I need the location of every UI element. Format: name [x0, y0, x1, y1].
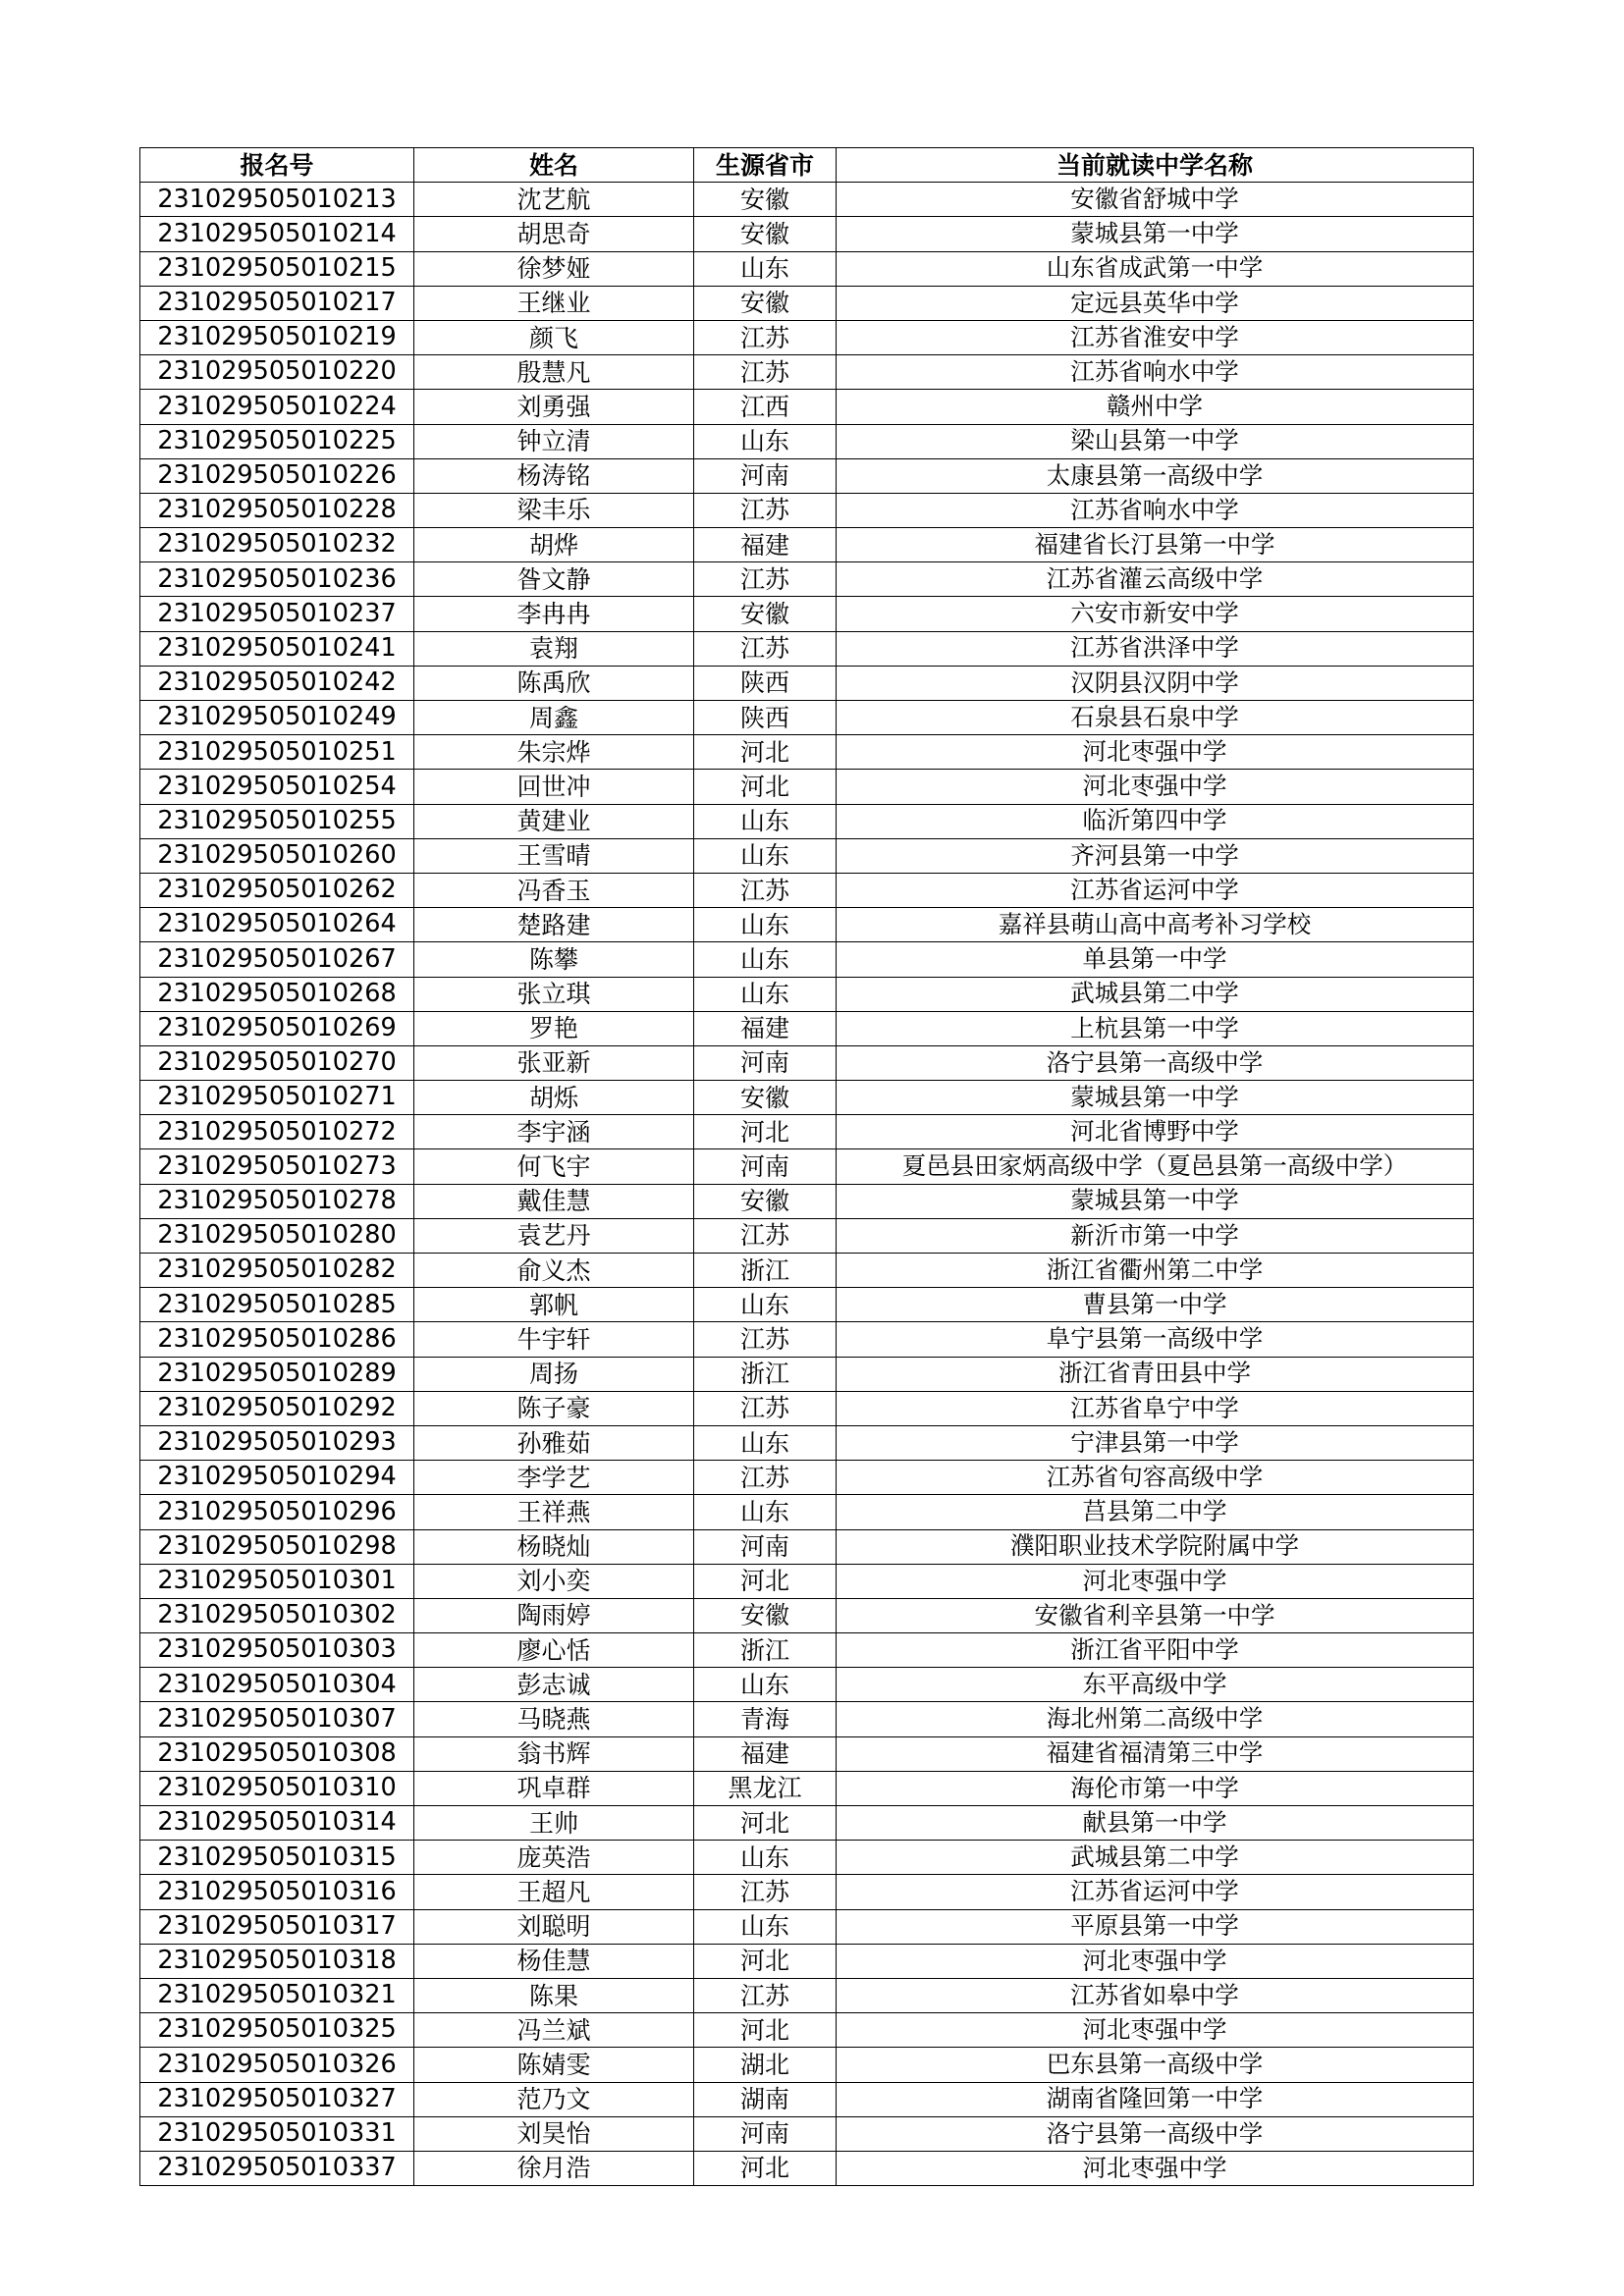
table-row	[140, 1909, 1474, 1944]
registration-number-cell: 231029505010271	[140, 1081, 414, 1115]
table-row	[140, 1425, 1474, 1460]
student-name-cell: 王雪晴	[414, 838, 694, 873]
province-cell: 山东	[694, 838, 837, 873]
province-cell: 江苏	[694, 562, 837, 597]
student-name-cell: 廖心恬	[414, 1633, 694, 1668]
province-cell: 青海	[694, 1702, 837, 1736]
student-name-cell: 陈婧雯	[414, 2048, 694, 2082]
school-name-cell: 江苏省句容高级中学	[837, 1461, 1474, 1495]
registration-number-cell: 231029505010270	[140, 1045, 414, 1080]
student-name-cell: 朱宗烨	[414, 735, 694, 770]
school-name-cell: 濮阳职业技术学院附属中学	[837, 1529, 1474, 1564]
table-row	[140, 1045, 1474, 1080]
table-row	[140, 1288, 1474, 1322]
province-cell: 福建	[694, 1011, 837, 1045]
school-name-cell: 洛宁县第一高级中学	[837, 1045, 1474, 1080]
school-name-cell: 安徽省舒城中学	[837, 183, 1474, 217]
table-row	[140, 1806, 1474, 1841]
province-cell: 安徽	[694, 597, 837, 631]
province-cell: 江苏	[694, 1218, 837, 1253]
student-name-cell: 巩卓群	[414, 1771, 694, 1805]
student-name-cell: 袁艺丹	[414, 1218, 694, 1253]
province-cell: 河南	[694, 458, 837, 493]
province-cell: 浙江	[694, 1357, 837, 1391]
province-cell: 安徽	[694, 1184, 837, 1218]
school-name-cell: 武城县第二中学	[837, 977, 1474, 1011]
school-name-cell: 浙江省平阳中学	[837, 1633, 1474, 1668]
registration-number-cell: 231029505010307	[140, 1702, 414, 1736]
student-name-cell: 胡思奇	[414, 217, 694, 251]
table-row	[140, 770, 1474, 804]
registration-number-cell: 231029505010237	[140, 597, 414, 631]
student-name-cell: 殷慧凡	[414, 355, 694, 390]
province-cell: 福建	[694, 1736, 837, 1771]
registration-number-cell: 231029505010325	[140, 2013, 414, 2048]
registration-number-cell: 231029505010298	[140, 1529, 414, 1564]
registration-number-cell: 231029505010310	[140, 1771, 414, 1805]
table-row	[140, 597, 1474, 631]
school-name-cell: 六安市新安中学	[837, 597, 1474, 631]
table-row	[140, 631, 1474, 666]
student-name-cell: 胡烨	[414, 528, 694, 562]
school-name-cell: 赣州中学	[837, 390, 1474, 424]
province-cell: 河北	[694, 735, 837, 770]
province-cell: 河北	[694, 1944, 837, 1978]
school-name-cell: 河北枣强中学	[837, 735, 1474, 770]
school-name-cell: 河北枣强中学	[837, 770, 1474, 804]
table-row	[140, 1771, 1474, 1805]
registration-number-cell: 231029505010278	[140, 1184, 414, 1218]
province-cell: 河南	[694, 2116, 837, 2151]
table-row	[140, 1011, 1474, 1045]
table-row	[140, 804, 1474, 838]
school-name-cell: 江苏省阜宁中学	[837, 1391, 1474, 1425]
student-name-cell: 徐梦娅	[414, 251, 694, 286]
school-name-cell: 蒙城县第一中学	[837, 1184, 1474, 1218]
province-cell: 福建	[694, 528, 837, 562]
student-name-cell: 刘昊怡	[414, 2116, 694, 2151]
registration-number-cell: 231029505010262	[140, 873, 414, 907]
registration-number-cell: 231029505010232	[140, 528, 414, 562]
province-cell: 陕西	[694, 701, 837, 735]
school-name-cell: 浙江省青田县中学	[837, 1357, 1474, 1391]
student-name-cell: 翁书辉	[414, 1736, 694, 1771]
student-name-cell: 陈果	[414, 1978, 694, 2012]
student-name-cell: 陈攀	[414, 942, 694, 977]
registration-number-cell: 231029505010213	[140, 183, 414, 217]
student-name-cell: 钟立清	[414, 424, 694, 458]
registration-number-cell: 231029505010292	[140, 1391, 414, 1425]
province-cell: 陕西	[694, 666, 837, 700]
registration-number-cell: 231029505010268	[140, 977, 414, 1011]
school-name-cell: 齐河县第一中学	[837, 838, 1474, 873]
table-row	[140, 977, 1474, 1011]
table-row	[140, 873, 1474, 907]
province-cell: 江苏	[694, 1322, 837, 1357]
table-row	[140, 251, 1474, 286]
table-row	[140, 1357, 1474, 1391]
table-body	[140, 183, 1474, 2186]
registration-number-cell: 231029505010293	[140, 1425, 414, 1460]
registration-number-cell: 231029505010220	[140, 355, 414, 390]
province-cell: 山东	[694, 1425, 837, 1460]
student-name-cell: 王帅	[414, 1806, 694, 1841]
table-row	[140, 1184, 1474, 1218]
province-cell: 浙江	[694, 1633, 837, 1668]
student-name-cell: 冯兰斌	[414, 2013, 694, 2048]
province-cell: 河北	[694, 1564, 837, 1598]
registration-number-cell: 231029505010228	[140, 493, 414, 527]
table-row	[140, 1736, 1474, 1771]
school-name-cell: 湖南省隆回第一中学	[837, 2082, 1474, 2116]
table-row	[140, 701, 1474, 735]
registration-number-cell: 231029505010280	[140, 1218, 414, 1253]
province-cell: 山东	[694, 977, 837, 1011]
student-name-cell: 庞英浩	[414, 1841, 694, 1875]
school-name-cell: 河北枣强中学	[837, 1564, 1474, 1598]
student-name-cell: 王超凡	[414, 1875, 694, 1909]
student-name-cell: 李学艺	[414, 1461, 694, 1495]
province-cell: 浙江	[694, 1254, 837, 1288]
school-name-cell: 江苏省响水中学	[837, 493, 1474, 527]
province-cell: 山东	[694, 1495, 837, 1529]
province-cell: 安徽	[694, 217, 837, 251]
student-name-cell: 杨涛铭	[414, 458, 694, 493]
table-row	[140, 2116, 1474, 2151]
school-name-cell: 平原县第一中学	[837, 1909, 1474, 1944]
province-cell: 河南	[694, 1529, 837, 1564]
school-name-cell: 献县第一中学	[837, 1806, 1474, 1841]
province-cell: 河北	[694, 770, 837, 804]
school-name-cell: 江苏省如皋中学	[837, 1978, 1474, 2012]
table-row	[140, 355, 1474, 390]
table-row	[140, 1875, 1474, 1909]
registration-number-cell: 231029505010217	[140, 286, 414, 320]
registration-number-cell: 231029505010331	[140, 2116, 414, 2151]
school-name-cell: 江苏省响水中学	[837, 355, 1474, 390]
registration-number-cell: 231029505010327	[140, 2082, 414, 2116]
student-name-cell: 戴佳慧	[414, 1184, 694, 1218]
province-cell: 江苏	[694, 493, 837, 527]
student-name-cell: 刘勇强	[414, 390, 694, 424]
school-name-cell: 嘉祥县萌山高中高考补习学校	[837, 908, 1474, 942]
table-row	[140, 1978, 1474, 2012]
table-row	[140, 666, 1474, 700]
student-name-cell: 陈子豪	[414, 1391, 694, 1425]
enrollment-table	[139, 147, 1474, 2186]
table-row	[140, 1322, 1474, 1357]
school-name-cell: 海伦市第一中学	[837, 1771, 1474, 1805]
student-name-cell: 马晓燕	[414, 1702, 694, 1736]
province-cell: 黑龙江	[694, 1771, 837, 1805]
province-cell: 安徽	[694, 1598, 837, 1632]
table-row	[140, 1149, 1474, 1184]
province-cell: 山东	[694, 424, 837, 458]
school-name-cell: 夏邑县田家炳高级中学（夏邑县第一高级中学）	[837, 1149, 1474, 1184]
column-header-name: 姓名	[414, 148, 694, 183]
school-name-cell: 莒县第二中学	[837, 1495, 1474, 1529]
school-name-cell: 巴东县第一高级中学	[837, 2048, 1474, 2082]
school-name-cell: 河北省博野中学	[837, 1115, 1474, 1149]
school-name-cell: 福建省福清第三中学	[837, 1736, 1474, 1771]
table-row	[140, 1702, 1474, 1736]
student-name-cell: 袁翔	[414, 631, 694, 666]
registration-number-cell: 231029505010316	[140, 1875, 414, 1909]
school-name-cell: 汉阴县汉阴中学	[837, 666, 1474, 700]
registration-number-cell: 231029505010273	[140, 1149, 414, 1184]
registration-number-cell: 231029505010308	[140, 1736, 414, 1771]
table-row	[140, 2082, 1474, 2116]
province-cell: 江苏	[694, 1391, 837, 1425]
school-name-cell: 河北枣强中学	[837, 2151, 1474, 2185]
student-name-cell: 李宇涵	[414, 1115, 694, 1149]
province-cell: 山东	[694, 251, 837, 286]
school-name-cell: 太康县第一高级中学	[837, 458, 1474, 493]
registration-number-cell: 231029505010314	[140, 1806, 414, 1841]
registration-number-cell: 231029505010303	[140, 1633, 414, 1668]
column-header-province: 生源省市	[694, 148, 837, 183]
province-cell: 山东	[694, 804, 837, 838]
student-name-cell: 孙雅茹	[414, 1425, 694, 1460]
student-name-cell: 梁丰乐	[414, 493, 694, 527]
registration-number-cell: 231029505010321	[140, 1978, 414, 2012]
table-row	[140, 1633, 1474, 1668]
table-row	[140, 1115, 1474, 1149]
student-name-cell: 沈艺航	[414, 183, 694, 217]
registration-number-cell: 231029505010214	[140, 217, 414, 251]
province-cell: 山东	[694, 1668, 837, 1702]
province-cell: 江苏	[694, 1875, 837, 1909]
table-row	[140, 562, 1474, 597]
table-row	[140, 838, 1474, 873]
table-row	[140, 217, 1474, 251]
school-name-cell: 新沂市第一中学	[837, 1218, 1474, 1253]
student-name-cell: 陈禹欣	[414, 666, 694, 700]
school-name-cell: 河北枣强中学	[837, 1944, 1474, 1978]
school-name-cell: 东平高级中学	[837, 1668, 1474, 1702]
school-name-cell: 江苏省洪泽中学	[837, 631, 1474, 666]
table-row	[140, 286, 1474, 320]
school-name-cell: 江苏省淮安中学	[837, 320, 1474, 354]
student-name-cell: 刘聪明	[414, 1909, 694, 1944]
registration-number-cell: 231029505010215	[140, 251, 414, 286]
student-name-cell: 黄建业	[414, 804, 694, 838]
student-name-cell: 徐月浩	[414, 2151, 694, 2185]
student-name-cell: 杨佳慧	[414, 1944, 694, 1978]
table-row	[140, 458, 1474, 493]
school-name-cell: 浙江省衢州第二中学	[837, 1254, 1474, 1288]
student-name-cell: 彭志诚	[414, 1668, 694, 1702]
table-row	[140, 1218, 1474, 1253]
province-cell: 江苏	[694, 1978, 837, 2012]
school-name-cell: 洛宁县第一高级中学	[837, 2116, 1474, 2151]
province-cell: 江西	[694, 390, 837, 424]
registration-number-cell: 231029505010296	[140, 1495, 414, 1529]
student-name-cell: 范乃文	[414, 2082, 694, 2116]
registration-number-cell: 231029505010294	[140, 1461, 414, 1495]
province-cell: 江苏	[694, 873, 837, 907]
school-name-cell: 上杭县第一中学	[837, 1011, 1474, 1045]
student-name-cell: 张立琪	[414, 977, 694, 1011]
registration-number-cell: 231029505010302	[140, 1598, 414, 1632]
table-row	[140, 1841, 1474, 1875]
registration-number-cell: 231029505010226	[140, 458, 414, 493]
school-name-cell: 单县第一中学	[837, 942, 1474, 977]
student-name-cell: 李冉冉	[414, 597, 694, 631]
registration-number-cell: 231029505010264	[140, 908, 414, 942]
student-name-cell: 刘小奕	[414, 1564, 694, 1598]
registration-number-cell: 231029505010267	[140, 942, 414, 977]
table-row	[140, 942, 1474, 977]
province-cell: 山东	[694, 1288, 837, 1322]
student-name-cell: 周鑫	[414, 701, 694, 735]
registration-number-cell: 231029505010317	[140, 1909, 414, 1944]
province-cell: 江苏	[694, 320, 837, 354]
header-row	[140, 148, 1474, 183]
registration-number-cell: 231029505010282	[140, 1254, 414, 1288]
school-name-cell: 临沂第四中学	[837, 804, 1474, 838]
province-cell: 山东	[694, 1841, 837, 1875]
column-header-registration-number: 报名号	[140, 148, 414, 183]
registration-number-cell: 231029505010236	[140, 562, 414, 597]
registration-number-cell: 231029505010318	[140, 1944, 414, 1978]
school-name-cell: 定远县英华中学	[837, 286, 1474, 320]
province-cell: 江苏	[694, 355, 837, 390]
table-row	[140, 1081, 1474, 1115]
table-row	[140, 493, 1474, 527]
registration-number-cell: 231029505010289	[140, 1357, 414, 1391]
student-name-cell: 杨晓灿	[414, 1529, 694, 1564]
province-cell: 河北	[694, 2151, 837, 2185]
province-cell: 河北	[694, 1115, 837, 1149]
column-header-school: 当前就读中学名称	[837, 148, 1474, 183]
school-name-cell: 山东省成武第一中学	[837, 251, 1474, 286]
school-name-cell: 宁津县第一中学	[837, 1425, 1474, 1460]
table-row	[140, 1391, 1474, 1425]
registration-number-cell: 231029505010249	[140, 701, 414, 735]
table-row	[140, 1461, 1474, 1495]
school-name-cell: 江苏省运河中学	[837, 873, 1474, 907]
registration-number-cell: 231029505010272	[140, 1115, 414, 1149]
registration-number-cell: 231029505010225	[140, 424, 414, 458]
province-cell: 江苏	[694, 1461, 837, 1495]
student-name-cell: 陶雨婷	[414, 1598, 694, 1632]
registration-number-cell: 231029505010224	[140, 390, 414, 424]
table-row	[140, 908, 1474, 942]
registration-number-cell: 231029505010337	[140, 2151, 414, 2185]
student-name-cell: 张亚新	[414, 1045, 694, 1080]
table-row	[140, 1529, 1474, 1564]
registration-number-cell: 231029505010285	[140, 1288, 414, 1322]
registration-number-cell: 231029505010242	[140, 666, 414, 700]
school-name-cell: 曹县第一中学	[837, 1288, 1474, 1322]
student-name-cell: 回世冲	[414, 770, 694, 804]
registration-number-cell: 231029505010326	[140, 2048, 414, 2082]
school-name-cell: 蒙城县第一中学	[837, 1081, 1474, 1115]
province-cell: 安徽	[694, 183, 837, 217]
province-cell: 山东	[694, 942, 837, 977]
student-name-cell: 昝文静	[414, 562, 694, 597]
province-cell: 湖北	[694, 2048, 837, 2082]
student-name-cell: 罗艳	[414, 1011, 694, 1045]
registration-number-cell: 231029505010241	[140, 631, 414, 666]
school-name-cell: 江苏省运河中学	[837, 1875, 1474, 1909]
school-name-cell: 梁山县第一中学	[837, 424, 1474, 458]
registration-number-cell: 231029505010301	[140, 1564, 414, 1598]
table-row	[140, 2048, 1474, 2082]
table-row	[140, 1564, 1474, 1598]
student-name-cell: 楚路建	[414, 908, 694, 942]
table-row	[140, 1944, 1474, 1978]
student-name-cell: 胡烁	[414, 1081, 694, 1115]
registration-number-cell: 231029505010251	[140, 735, 414, 770]
province-cell: 河北	[694, 2013, 837, 2048]
table-row	[140, 2151, 1474, 2185]
table-row	[140, 1495, 1474, 1529]
school-name-cell: 江苏省灌云高级中学	[837, 562, 1474, 597]
school-name-cell: 安徽省利辛县第一中学	[837, 1598, 1474, 1632]
registration-number-cell: 231029505010255	[140, 804, 414, 838]
table-row	[140, 424, 1474, 458]
student-name-cell: 周扬	[414, 1357, 694, 1391]
table-row	[140, 183, 1474, 217]
student-name-cell: 冯香玉	[414, 873, 694, 907]
province-cell: 安徽	[694, 1081, 837, 1115]
province-cell: 河南	[694, 1045, 837, 1080]
student-name-cell: 何飞宇	[414, 1149, 694, 1184]
school-name-cell: 阜宁县第一高级中学	[837, 1322, 1474, 1357]
province-cell: 湖南	[694, 2082, 837, 2116]
table-row	[140, 735, 1474, 770]
province-cell: 山东	[694, 1909, 837, 1944]
table-row	[140, 2013, 1474, 2048]
registration-number-cell: 231029505010269	[140, 1011, 414, 1045]
registration-number-cell: 231029505010304	[140, 1668, 414, 1702]
province-cell: 安徽	[694, 286, 837, 320]
registration-number-cell: 231029505010219	[140, 320, 414, 354]
student-name-cell: 俞义杰	[414, 1254, 694, 1288]
school-name-cell: 福建省长汀县第一中学	[837, 528, 1474, 562]
table-row	[140, 1254, 1474, 1288]
student-name-cell: 颜飞	[414, 320, 694, 354]
registration-number-cell: 231029505010260	[140, 838, 414, 873]
registration-number-cell: 231029505010254	[140, 770, 414, 804]
registration-number-cell: 231029505010315	[140, 1841, 414, 1875]
student-name-cell: 王继业	[414, 286, 694, 320]
student-name-cell: 王祥燕	[414, 1495, 694, 1529]
school-name-cell: 石泉县石泉中学	[837, 701, 1474, 735]
table-row	[140, 1668, 1474, 1702]
school-name-cell: 武城县第二中学	[837, 1841, 1474, 1875]
student-name-cell: 郭帆	[414, 1288, 694, 1322]
table-row	[140, 390, 1474, 424]
province-cell: 山东	[694, 908, 837, 942]
province-cell: 江苏	[694, 631, 837, 666]
province-cell: 河南	[694, 1149, 837, 1184]
student-name-cell: 牛宇轩	[414, 1322, 694, 1357]
table-row	[140, 1598, 1474, 1632]
school-name-cell: 河北枣强中学	[837, 2013, 1474, 2048]
table-row	[140, 320, 1474, 354]
school-name-cell: 蒙城县第一中学	[837, 217, 1474, 251]
school-name-cell: 海北州第二高级中学	[837, 1702, 1474, 1736]
registration-number-cell: 231029505010286	[140, 1322, 414, 1357]
table-row	[140, 528, 1474, 562]
province-cell: 河北	[694, 1806, 837, 1841]
